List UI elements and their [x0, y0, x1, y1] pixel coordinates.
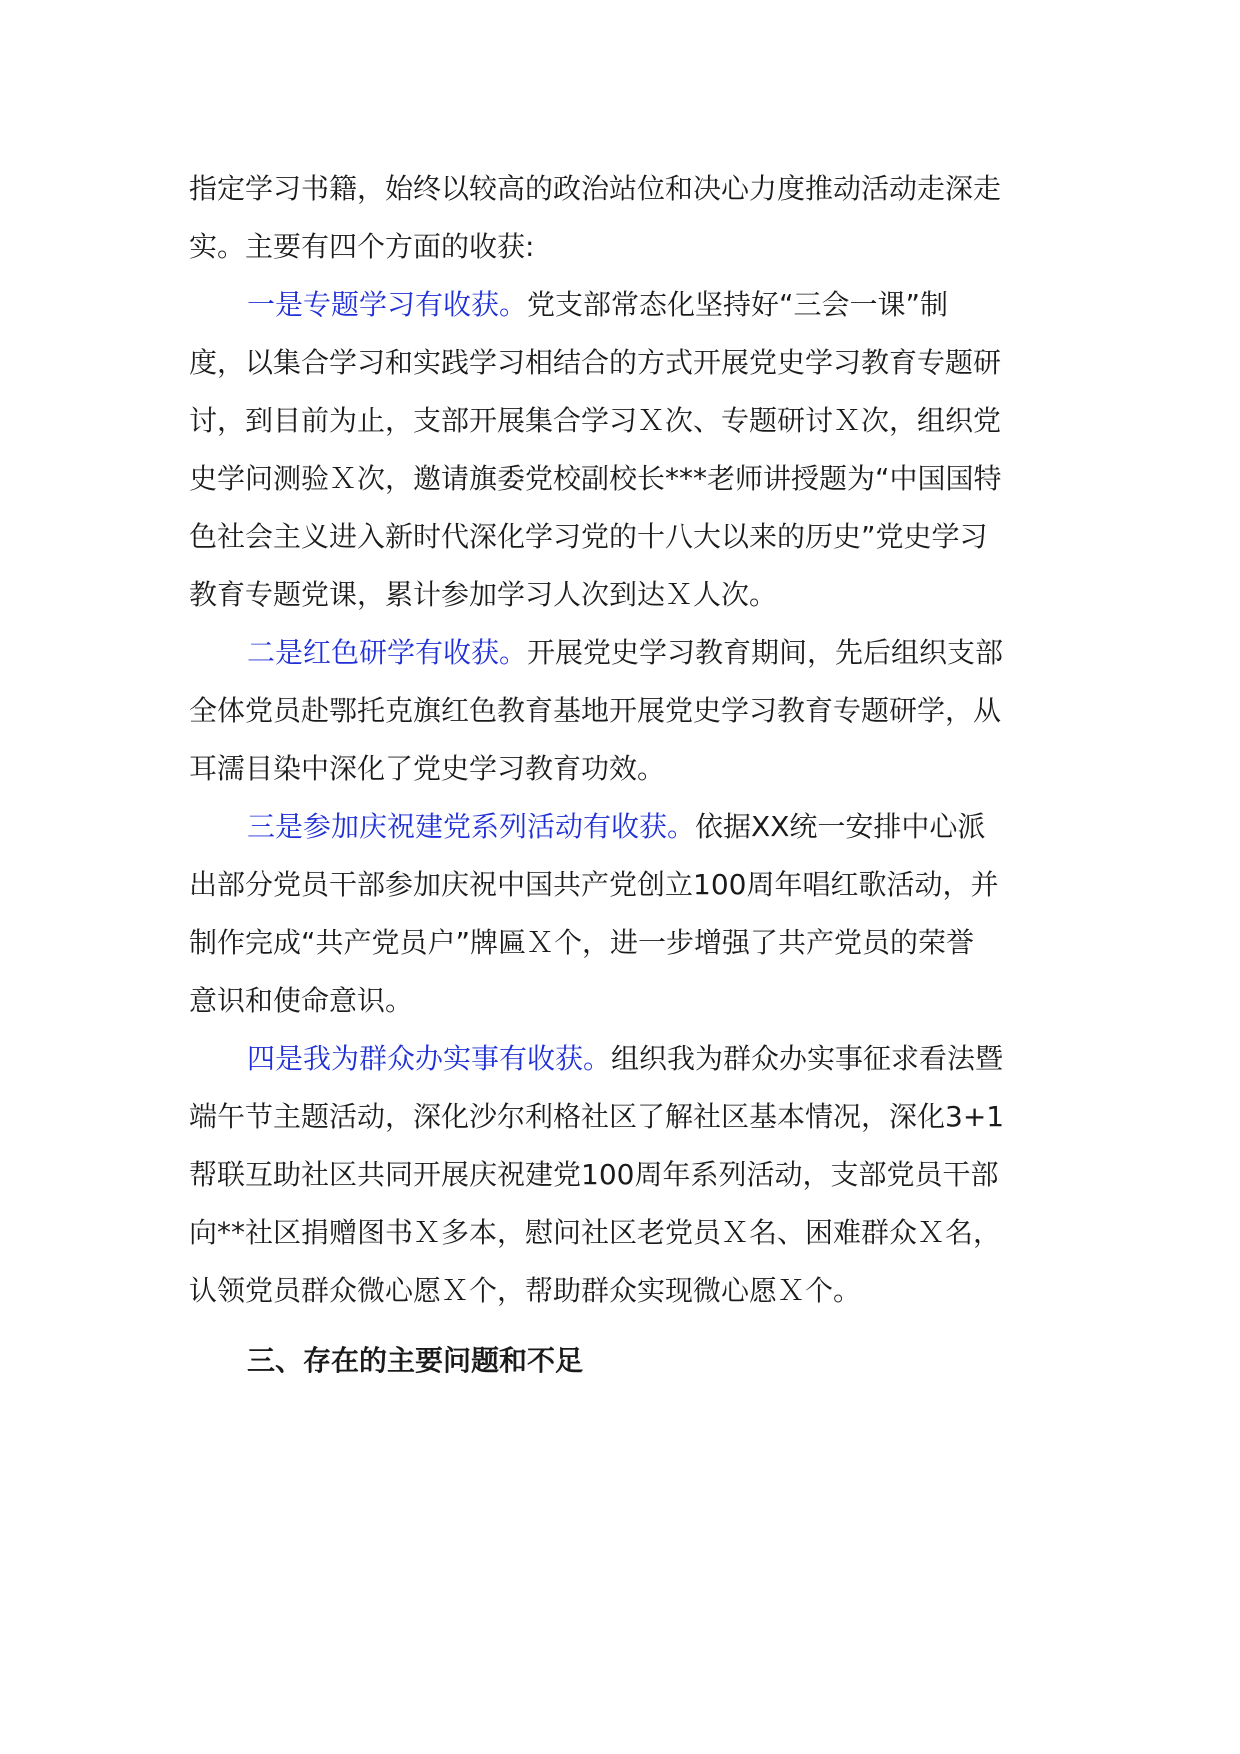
item-3-line: 制作完成“共产党员户”牌匾Ｘ个，进一步增强了共产党员的荣誉 — [189, 926, 975, 959]
item-4-line: 向**社区捐赠图书Ｘ多本，慰问社区老党员Ｘ名、困难群众Ｘ名， — [189, 1216, 1002, 1249]
document-page — [189, 160, 1065, 1390]
item-1-first-line — [189, 276, 1065, 334]
item-4-line: 认领党员群众微心愿Ｘ个，帮助群众实现微心愿Ｘ个。 — [189, 1274, 862, 1307]
item-2-lead: 二是红色研学有收获。 — [247, 636, 528, 669]
item-2-first-rest: 开展党史学习教育期间，先后组织支部 — [527, 636, 1004, 669]
item-3-lead: 三是参加庆祝建党系列活动有收获。 — [247, 810, 696, 843]
item-2-line: 全体党员赴鄂托克旗红色教育基地开展党史学习教育专题研学，从 — [189, 694, 1002, 727]
item-1-first-rest: 党支部常态化坚持好“三会一课”制 — [527, 288, 949, 321]
item-1-line: 讨，到目前为止，支部开展集合学习Ｘ次、专题研讨Ｘ次，组织党 — [189, 404, 1002, 437]
item-4-first-rest: 组织我为群众办实事征求看法暨 — [611, 1042, 1004, 1075]
item-4-line: 端午节主题活动，深化沙尔利格社区了解社区基本情况，深化3+1 — [189, 1100, 1005, 1133]
item-2-first-line — [189, 624, 1065, 682]
item-2-line: 耳濡目染中深化了党史学习教育功效。 — [189, 752, 666, 785]
item-4-line: 帮联互助社区共同开展庆祝建党100周年系列活动，支部党员干部 — [189, 1158, 999, 1191]
item-1-line: 色社会主义进入新时代深化学习党的十八大以来的历史”党史学习 — [189, 520, 988, 553]
intro-line-2: 实。主要有四个方面的收获: — [189, 230, 535, 263]
item-1-line: 史学问测验Ｘ次，邀请旗委党校副校长***老师讲授题为“中国国特 — [189, 462, 1002, 495]
item-1-lead: 一是专题学习有收获。 — [247, 288, 528, 321]
item-3-line: 意识和使命意识。 — [189, 984, 414, 1017]
item-3-line: 出部分党员干部参加庆祝中国共产党创立100周年唱红歌活动，并 — [189, 868, 999, 901]
item-3-first-rest: 依据XX统一安排中心派 — [695, 810, 986, 843]
item-1-line: 教育专题党课，累计参加学习人次到达Ｘ人次。 — [189, 578, 778, 611]
item-1-line: 度，以集合学习和实践学习相结合的方式开展党史学习教育专题研 — [189, 346, 1002, 379]
item-4-lead: 四是我为群众办实事有收获。 — [247, 1042, 612, 1075]
section-heading: 三、存在的主要问题和不足 — [247, 1344, 584, 1377]
item-3-first-line — [189, 798, 1065, 856]
item-4-first-line — [189, 1030, 1065, 1088]
intro-line-1: 指定学习书籍，始终以较高的政治站位和决心力度推动活动走深走 — [189, 172, 1002, 205]
